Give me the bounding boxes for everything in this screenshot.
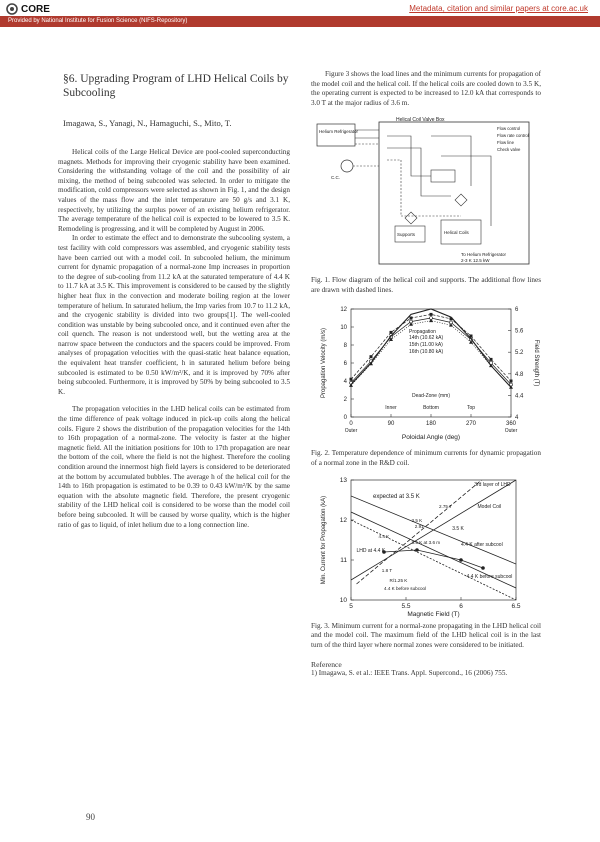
fig2-y2label: Field Strength (T) bbox=[533, 339, 539, 387]
figure-2-caption: Fig. 2. Temperature dependence of minimum currents for dynamic propagation of a normal zone in the R&D coil. bbox=[311, 449, 541, 467]
fig3-xtick-label: 6 bbox=[459, 603, 463, 610]
fig3-series-label: LHD at 4.4 K bbox=[356, 548, 386, 554]
fig2-point bbox=[430, 313, 433, 316]
fig3-annotation: 1.8 T bbox=[381, 568, 393, 573]
fig2-annotation: Dead-Zone (mm) bbox=[411, 393, 451, 400]
fig2-y2tick-label: 6 bbox=[515, 307, 519, 314]
fig3-annotation: 2.91 bbox=[414, 524, 424, 529]
fig2-xtick-label: 90 bbox=[387, 421, 395, 428]
reference-item: 1) Imagawa, S. et al.: IEEE Trans. Appl. Supercond., 16 (2006) 755. bbox=[311, 669, 508, 678]
fig3-annotation: R/1.25 K bbox=[389, 578, 408, 583]
fig2-xtick-label: 180 bbox=[425, 421, 437, 428]
fig3-series-line bbox=[357, 472, 511, 584]
fig2-ytick-label: 10 bbox=[340, 325, 347, 332]
fig3-annotation: expected at 3.5 K bbox=[373, 494, 420, 500]
core-logo-icon bbox=[6, 3, 18, 15]
fig3-point bbox=[481, 566, 485, 570]
figure-2-chart bbox=[311, 299, 541, 449]
fig2-xtick-label: 270 bbox=[465, 421, 477, 428]
fig3-series-label: 4.4 K before subcool bbox=[466, 574, 513, 580]
fig2-y2tick-label: 5.2 bbox=[515, 350, 524, 357]
fig3-ytick-label: 12 bbox=[339, 517, 347, 524]
fig3-annotation: 2.75 T bbox=[439, 504, 452, 509]
figure-1-flow-diagram bbox=[311, 116, 541, 276]
section-title: §6. Upgrading Program of LHD Helical Coils by Subcooling bbox=[63, 73, 289, 99]
fig3-xtick-label: 6.5 bbox=[511, 603, 521, 610]
fig2-ytick-label: 0 bbox=[343, 415, 347, 422]
fig2-legend-title: Propagation bbox=[409, 329, 436, 336]
fig2-legend-entry: 14th (10.62 kA) bbox=[409, 335, 444, 342]
fig3-point bbox=[459, 558, 463, 562]
fig2-y2tick-label: 4.8 bbox=[515, 371, 524, 378]
fig3-xlabel: Magnetic Field (T) bbox=[407, 611, 460, 618]
fig3-point bbox=[415, 548, 419, 552]
fig2-xlabel: Poloidal Angle (deg) bbox=[401, 434, 461, 442]
fig2-region-label: Inner bbox=[385, 405, 397, 412]
fig2-ytick-label: 2 bbox=[343, 397, 347, 404]
fig2-ytick-label: 8 bbox=[343, 343, 347, 350]
authors: Imagawa, S., Yanagi, N., Hamaguchi, S., Mito, T. bbox=[63, 118, 232, 128]
fig2-xtick-label: 0 bbox=[349, 421, 353, 428]
core-logo[interactable] bbox=[6, 3, 50, 15]
fig2-region-label: Bottom bbox=[423, 405, 439, 412]
fig2-y2tick-label: 4.4 bbox=[515, 393, 524, 400]
fig2-point bbox=[410, 317, 413, 320]
fig2-y2tick-label: 4 bbox=[515, 415, 519, 422]
figure-3-caption: Fig. 3. Minimum current for a normal-zone propagating in the LHD helical coil and the model coil. The maximum field of the LHD helical coil is in the last turn of the third layer where normal zones were considered to be initiated. bbox=[311, 622, 541, 649]
fig3-series-label: 3rd layer of LHD bbox=[474, 482, 511, 488]
fig2-legend-entry: 16th (10.80 kA) bbox=[409, 349, 444, 356]
fig1-legend bbox=[497, 126, 529, 152]
fig3-series-label: 4.4 K after subcool bbox=[461, 542, 503, 548]
fig1-label-to-refrigerator: To Helium Refrigerator bbox=[461, 252, 507, 258]
fig2-point bbox=[370, 355, 373, 358]
reference-title: Reference bbox=[311, 660, 342, 670]
fig2-x-end-label-left: Outer bbox=[344, 428, 358, 435]
left-column bbox=[58, 70, 290, 530]
fig3-series-line bbox=[384, 550, 483, 568]
fig1-legend-1: Flow control bbox=[497, 126, 521, 132]
fig3-annotation: 3.5 K at 3.6 m bbox=[411, 540, 441, 545]
fig2-point bbox=[390, 331, 393, 334]
fig1-label-helical-coils: Helical Coils bbox=[444, 230, 469, 236]
paragraph-1: Helical coils of the Large Helical Device are pool-cooled superconducting magnets. Methods for improving their cryogenic stability have been examined. Considering the withstanding voltage of the coil and the possibility of air mixing, the method of being subcooled was selected. In order to mitigate the modification, cold compressors were selected as shown in Fig. 1, and the design values of the mass flow and the inlet temperature are 50 g/s and 3.1 K, respectively, by utilizing the surplus power of an existing helium refrigerator. The average temperature of the helical coil is expected to be lowered to 3.5 K. Remodeling is progressing, and it will be completed by August in 2006. bbox=[58, 148, 290, 233]
fig3-ytick-label: 10 bbox=[339, 597, 347, 604]
core-header bbox=[0, 0, 600, 26]
fig2-point bbox=[350, 378, 353, 381]
paragraph-2: In order to estimate the effect and to demonstrate the subcooling system, a test facility with cold compressors was assembled, and cryogenic stability tests have been carried out with a model coil. In subcooled helium, the minimum current for dynamic propagation of a normal-zone Imp increases in proportion to the degree of sub-cooling from 11.2 kA at the saturated temperature of 4.4 K to 11.7 kA at 3.5 K. This improvement is considered to be caused by the slightly higher heat flux in the convection and moderate boiling region at the lower temperature of helium. In saturated helium, the Imp varies from 10.7 to 11.2 kA, and the cryogenic stability is divided into two groups[1]. The well-cooled condition was unstable by being subcooled once, and it continued even after the coil quench. The reason is not understood well, but the wetting area at the narrow space between the conductors and the spacers could be improved. From analyses of propagation velocities with the quasi-static heat balance equation, the equivalent heat transfer coefficient, h in saturated helium before being subcooled is estimated to be 0.50 kW/m²/K, and it is improved by 70% after being subcooled. Furthermore, it is improved by 50% by being subcooled to 3.5 K. bbox=[58, 234, 290, 396]
fig2-x-end-label-right: Outer bbox=[504, 428, 518, 435]
fig1-label-cc: C.C. bbox=[331, 175, 340, 181]
page-number: 90 bbox=[86, 812, 95, 822]
fig2-xtick-label: 360 bbox=[505, 421, 517, 428]
paragraph-right: Figure 3 shows the load lines and the minimum currents for propagation of the model coil and the helical coil. If the helical coils are cooled down to 3.5 K, the operating current is expected to be increased to 12.0 kA that corresponds to 3.0 T at the major radius of 3.6 m. bbox=[311, 70, 541, 107]
paragraph-3: The propagation velocities in the LHD helical coils can be estimated from the time difference of peak voltage induced in pick-up coils along the helical coils. Figure 2 shows the distribution of the propagation velocities for the 14th to 16th propagation of a normal-zone. The velocity is faster at the higher magnetic field. All the initiation positions for 10th to 17th propagation are near the bottom of the coil, where the field is not the highest. Therefore the cooling condition around the innermost high field layers is considered to be deteriorated at the bottom by accumulated bubbles. The average h of the helical coil for the 14th to 16th propagation is estimated to be 0.39 to 0.43 kW/m²/K by the same equation with the absolute magnetic field. Therefore, the present cryogenic stability of the LHD helical coil is considered to be worse than the model coil before being subcooled. It will be caused by worse quality, which is the higher ratio of gas to liquid, of inlet helium due to a long connection line. bbox=[58, 405, 290, 529]
fig2-ytick-label: 4 bbox=[343, 379, 347, 386]
fig2-point bbox=[490, 358, 493, 361]
fig2-point bbox=[510, 380, 513, 383]
figure-1-caption: Fig. 1. Flow diagram of the helical coil and supports. The additional flow lines are drawn with dashed lines. bbox=[311, 276, 541, 294]
fig2-region-label: Top bbox=[466, 405, 476, 412]
fig3-xtick-label: 5.5 bbox=[401, 603, 411, 610]
fig3-annotation: 4.4 K bbox=[378, 534, 390, 539]
fig3-annotation: 4.4 K before subcool bbox=[384, 586, 427, 591]
fig3-series-label: Model Coil bbox=[477, 504, 502, 510]
fig1-legend-4: Check valve bbox=[497, 147, 521, 153]
cold-compressor bbox=[341, 160, 353, 172]
fig3-ytick-label: 13 bbox=[339, 477, 347, 484]
fig2-y2tick-label: 5.6 bbox=[515, 328, 524, 335]
fig2-ylabel: Propagation Velocity (m/s) bbox=[321, 328, 327, 399]
fig1-label-refrigerator: Helium Refrigerator bbox=[319, 129, 359, 135]
fig2-plot-frame bbox=[351, 309, 511, 417]
fig2-point bbox=[429, 319, 433, 322]
fig3-xtick-label: 5 bbox=[349, 603, 353, 610]
fig3-series-line bbox=[351, 520, 516, 600]
fig3-ytick-label: 11 bbox=[340, 557, 347, 564]
fig2-ytick-label: 12 bbox=[340, 307, 347, 314]
figure-3-chart bbox=[311, 472, 541, 622]
metadata-link[interactable]: Metadata, citation and similar papers at core.ac.uk bbox=[409, 4, 588, 13]
core-logo-text: CORE bbox=[21, 3, 50, 15]
fig3-series-label: 3.5 K bbox=[452, 526, 464, 532]
fig1-label-power: 2-3 K 12.5 kW bbox=[461, 258, 490, 264]
right-column bbox=[311, 70, 541, 679]
fig1-label-supports: Supports bbox=[397, 232, 416, 238]
fig1-legend-2: Flow rate control bbox=[497, 133, 529, 139]
refrigerator-box bbox=[317, 124, 355, 146]
fig3-annotation: 3.5 K bbox=[411, 518, 423, 523]
fig2-ytick-label: 6 bbox=[343, 361, 347, 368]
fig2-legend-entry: 15th (11.00 kA) bbox=[409, 342, 443, 349]
provided-by-banner[interactable]: Provided by National Institute for Fusion Science (NIFS-Repository) bbox=[0, 16, 600, 27]
fig1-top-label: Helical Coil Valve Box bbox=[396, 117, 445, 124]
fig3-ylabel: Min. Current for Propagation (kA) bbox=[321, 495, 327, 585]
fig1-legend-3: Flow line bbox=[497, 140, 514, 146]
